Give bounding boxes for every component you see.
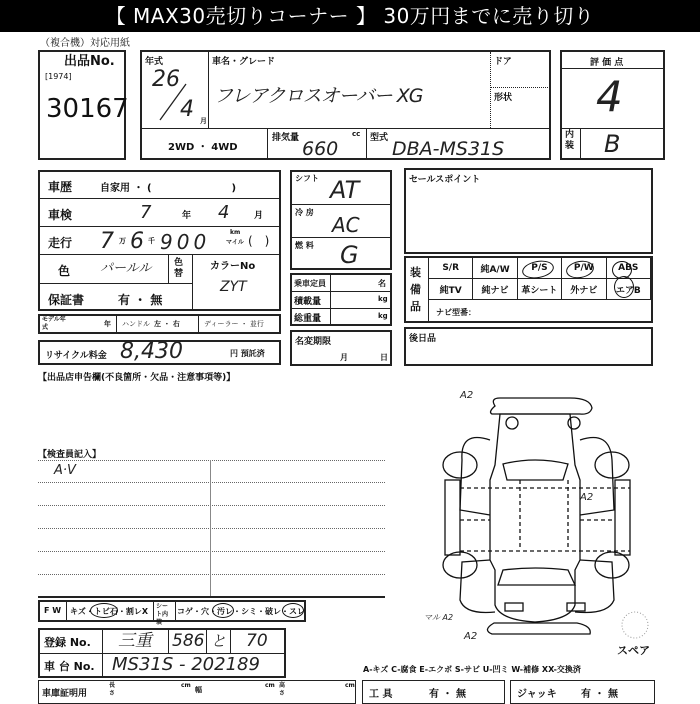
displacement: 660 [302, 138, 339, 160]
color-label: 色 [58, 264, 71, 278]
name-change-label: 名変期限 [295, 337, 332, 347]
month-value: 4 [180, 97, 194, 122]
vehicle-box [140, 50, 551, 160]
equip-ps[interactable]: P/S [517, 258, 561, 279]
load-label: 積載量 [294, 297, 322, 307]
mileage-man: 7 [100, 229, 114, 254]
spare-tire-icon [622, 612, 648, 638]
later-items-label: 後日品 [409, 334, 437, 344]
mileage-rest: 900 [160, 230, 211, 254]
score-label: 評 価 点 [590, 58, 624, 68]
seat-damage: コゲ・穴・汚レ・シミ・破レ・スレ [177, 607, 305, 616]
displacement-unit: cc [352, 130, 361, 138]
jack-row [510, 680, 655, 704]
door-label: ドア [494, 57, 512, 67]
recycle-label: リサイクル料金 [45, 351, 107, 361]
shape-label: 形状 [494, 93, 513, 103]
inspector-notes [38, 460, 385, 598]
inspector-label: 【検査員記入】 [38, 450, 102, 460]
inspection-month: 4 [218, 202, 230, 223]
equip-leather[interactable]: 革シート [517, 279, 561, 300]
tools-value[interactable]: 有 ・ 無 [429, 689, 466, 700]
displacement-label: 排気量 [272, 133, 300, 143]
gross-label: 総重量 [294, 314, 322, 324]
inspection-year: 7 [140, 202, 152, 223]
mileage-unit-km: km [230, 229, 241, 236]
model-year-unit: 年 [104, 320, 111, 328]
car-diagram [420, 390, 650, 640]
fw-row [38, 600, 306, 626]
sales-point-label: セールスポイント [409, 175, 481, 185]
recycle-value: 8,430 [120, 339, 183, 364]
name-change-month: 月 [340, 353, 348, 362]
name-change-block [290, 330, 392, 366]
later-items-box [404, 327, 653, 366]
fw-damage: キズ・トビ石・割レX [70, 607, 149, 616]
model-code: DBA-MS31S [392, 138, 505, 160]
mileage-sen-unit: 千 [148, 237, 155, 245]
history-value: 自家用 ・ ( ) [100, 183, 237, 194]
color-change-label: 色替 [174, 258, 184, 279]
garage-label: 車庫証明用 [42, 689, 88, 699]
paper-note: （複合機）対応用紙 [40, 38, 130, 49]
damage-mark: A2 [464, 631, 478, 640]
tools-label: 工 具 [369, 689, 393, 700]
dealer-value[interactable]: ディーラー ・ 並行 [204, 320, 264, 328]
declaration-label: 【出品店申告欄(不良箇所・欠品・注意事項等)】 [38, 373, 236, 383]
name-label: 車名・グレード [212, 57, 276, 67]
name-change-day: 日 [380, 353, 388, 362]
navi-model-label: ナビ型番： [436, 308, 476, 317]
interior-label: 内装 [565, 130, 575, 151]
shift-block [290, 170, 392, 270]
color-value: パールル [100, 261, 152, 276]
recycle-unit: 円 預託済 [230, 349, 265, 358]
equip-navi[interactable]: 純ナビ [473, 279, 517, 300]
circle-mark [212, 603, 234, 618]
history-label: 車歴 [48, 180, 73, 194]
garage-width: 幅 [195, 686, 202, 694]
fuel-label: 燃 料 [295, 241, 314, 250]
color-number: ZYT [220, 279, 247, 295]
lot-sub: [1974] [45, 72, 72, 81]
circle-mark [282, 603, 304, 618]
year-label: 年式 [145, 57, 164, 67]
warranty-label: 保証書 [48, 293, 85, 307]
model-label: 型式 [370, 133, 389, 143]
lot-label: 出品No. [64, 54, 115, 69]
registration-block [38, 628, 286, 678]
equip-tv[interactable]: 純TV [429, 279, 473, 300]
damage-mark: A2 [460, 390, 474, 401]
handle-label: ハンドル [122, 320, 150, 328]
registration-kana: と [211, 632, 227, 650]
damage-legend: A-キズ C-腐食 E-エクボ S-サビ U-凹ミ W-補修 XX-交換済 [363, 665, 581, 674]
garage-unit: cm [265, 682, 275, 689]
month-unit: 月 [200, 117, 207, 125]
equip-ext-navi[interactable]: 外ナビ [562, 279, 606, 300]
tools-row [362, 680, 505, 704]
capacity-block [290, 273, 392, 326]
capacity-label: 乗車定員 [294, 279, 326, 288]
car-name: フレアクロスオーバー XG [214, 85, 423, 107]
circle-mark [90, 603, 118, 618]
registration-class: 586 [172, 631, 205, 651]
circle-mark [614, 276, 634, 298]
sales-point-box [404, 168, 653, 254]
banner: 【 MAX30売切りコーナー 】 30万円までに売り切り [0, 0, 700, 32]
garage-unit: cm [181, 682, 191, 689]
gross-unit: kg [378, 312, 388, 320]
registration-label: 登録 No. [44, 636, 91, 649]
inspection-month-unit: 月 [254, 211, 264, 221]
inspection-label: 車検 [48, 208, 73, 222]
chassis-label: 車 台 No. [44, 660, 95, 673]
score-value: 4 [596, 72, 623, 121]
equip-abs[interactable]: ABS [606, 258, 650, 279]
mileage-paren: ( ) [248, 234, 270, 248]
spare-label: スペア [617, 644, 650, 657]
lot-number: 30167 [46, 94, 129, 124]
seat-label: シート内装 [156, 603, 169, 626]
jack-value[interactable]: 有 ・ 無 [581, 689, 618, 700]
fw-label: F W [44, 606, 62, 615]
mileage-sen: 6 [130, 229, 144, 254]
drive-type: 2WD ・ 4WD [168, 142, 238, 153]
chassis-number: MS31S - 202189 [112, 654, 260, 675]
garage-height: 高さ [279, 682, 286, 697]
shift-label: シフト [295, 174, 319, 183]
mileage-unit-mile: マイル [226, 239, 244, 246]
recycle-row [38, 340, 281, 365]
handle-value[interactable]: 左 ・ 右 [154, 320, 180, 328]
rear-bumper [491, 398, 592, 414]
interior-value: B [604, 130, 621, 158]
garage-row [38, 680, 356, 704]
color-number-label: カラーNo [210, 261, 256, 272]
warranty-value[interactable]: 有 ・ 無 [118, 293, 163, 307]
equip-pw[interactable]: P/W [562, 258, 606, 279]
damage-mark: A2 [580, 492, 594, 503]
score-box [560, 50, 665, 160]
equip-airbag[interactable]: エアB [606, 279, 650, 300]
garage-unit: cm [345, 682, 355, 689]
jack-label: ジャッキ [517, 689, 557, 700]
load-unit: kg [378, 295, 388, 303]
year-value: 26 [152, 67, 180, 92]
car-body [490, 414, 580, 622]
front-bumper [487, 623, 590, 634]
model-year-row [38, 314, 281, 334]
registration-number: 70 [246, 631, 268, 651]
equip-sr[interactable]: S/R [429, 258, 473, 279]
lot-box [38, 50, 129, 160]
capacity-unit: 名 [378, 279, 386, 288]
shift-value: AT [330, 176, 360, 204]
ac-value: AC [332, 213, 360, 237]
model-year-label: モデル年式 [42, 316, 66, 331]
garage-length: 長さ [109, 682, 116, 697]
history-block [38, 170, 281, 311]
inspection-year-unit: 年 [182, 211, 192, 221]
fuel-value: G [340, 241, 359, 269]
registration-region: 三重 [118, 631, 152, 651]
damage-mark: マル A2 [424, 613, 454, 622]
inspector-note: A·V [54, 463, 76, 478]
equipment-label: 装備品 [410, 266, 421, 313]
mileage-man-unit: 万 [119, 237, 126, 245]
ac-label: 冷 房 [295, 208, 314, 217]
mileage-label: 走行 [48, 236, 73, 250]
equipment-box [404, 256, 653, 323]
equip-alloy[interactable]: 純A/W [473, 258, 517, 279]
